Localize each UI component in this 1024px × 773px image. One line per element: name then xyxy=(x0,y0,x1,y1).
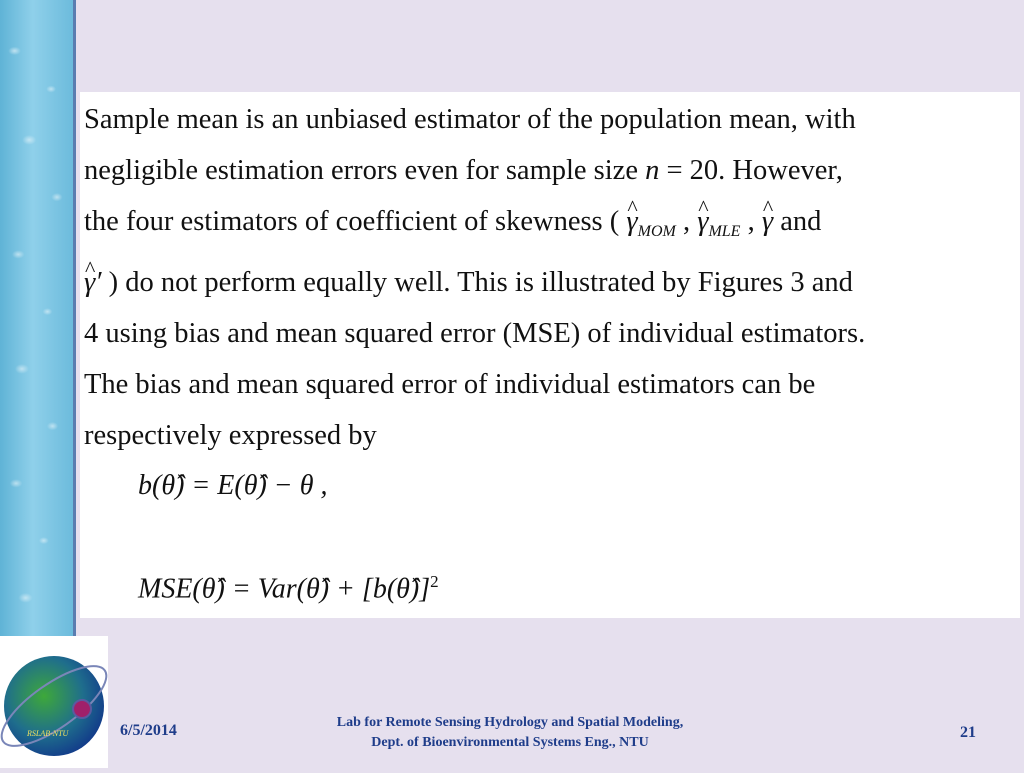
page-number: 21 xyxy=(960,724,976,741)
footer-lab-line: Dept. of Bioenvironmental Systems Eng., NTU xyxy=(371,735,649,750)
text-span: = 20. However, xyxy=(659,155,843,186)
content-panel xyxy=(80,92,1020,618)
bias-equation: b(θ̂) = E(θ̂) − θ , xyxy=(138,470,328,501)
decorative-water-strip xyxy=(0,0,76,636)
gamma-hat xyxy=(762,196,773,247)
paragraph-line: Sample mean is an unbiased estimator of the population mean, with xyxy=(84,104,856,135)
gamma-symbol: γ xyxy=(626,206,638,237)
gamma-hat-prime xyxy=(84,257,101,308)
paragraph-line: The bias and mean squared error of individual estimators can be xyxy=(84,369,816,400)
text-span: negligible estimation errors even for sample size xyxy=(84,155,646,186)
variable-n: n xyxy=(645,155,660,186)
paragraph-line xyxy=(84,145,1014,196)
text-span: and xyxy=(780,206,822,237)
mse-exponent: 2 xyxy=(430,572,439,591)
paragraph-line: the four estimators of coefficient of skewness ( ^ $\gamma_{MOM}$ , ^ $\gamma_{MLE}$ , ^ γ and xyxy=(84,196,1014,257)
paragraph-line: respectively expressed by xyxy=(84,420,377,451)
subscript-mle: MLE xyxy=(708,223,741,240)
footer-lab-name xyxy=(280,713,740,753)
subscript-mom: MOM xyxy=(637,223,676,240)
text-span: the four estimators of coefficient of skewness ( xyxy=(84,206,620,237)
footer-lab-line: Lab for Remote Sensing Hydrology and Spatial Modeling, xyxy=(336,715,684,730)
footer-date: 6/5/2014 xyxy=(120,722,177,739)
gamma-hat-mle xyxy=(697,196,740,257)
satellite-dot xyxy=(73,700,91,718)
gamma-symbol: γ xyxy=(697,206,709,237)
gamma-prime-symbol: γ′ xyxy=(84,267,102,298)
body-paragraph xyxy=(84,94,1014,461)
mse-equation-main: MSE(θ̂) = Var(θ̂) + [b(θ̂)] xyxy=(138,573,431,605)
paragraph-line: 4 using bias and mean squared error (MSE) of individual estimators. xyxy=(84,318,866,349)
gamma-hat-mom xyxy=(626,196,675,257)
paragraph-line xyxy=(84,257,1014,308)
gamma-symbol: γ xyxy=(761,206,774,237)
logo-text: RSLAB-NTU xyxy=(27,729,69,738)
text-span: ) do not perform equally well. This is illustrated by Figures 3 and xyxy=(101,267,853,298)
rslab-logo xyxy=(0,636,108,768)
mse-equation xyxy=(138,572,439,605)
